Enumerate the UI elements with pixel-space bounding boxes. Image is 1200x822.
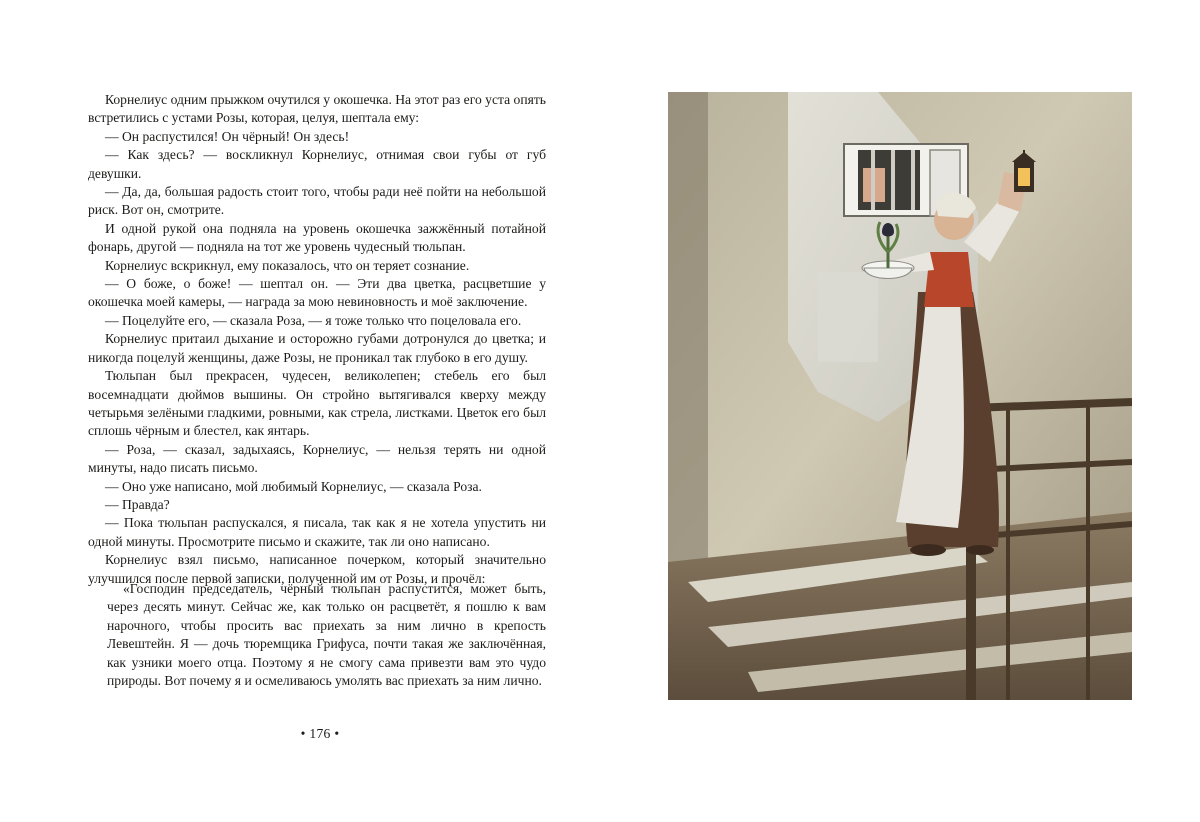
paragraph: — Роза, — сказал, задыхаясь, Корнелиус, — нельзя терять ни одной минуты, надо писать письмо. [88, 441, 546, 476]
page-number: • 176 • [300, 726, 340, 741]
paragraph: Корнелиус притаил дыхание и осторожно губами дотронулся до цветка; и никогда поцелуй женщины, даже Розы, не проникал так глубоко в его душу. [88, 331, 546, 365]
wall-niche [818, 272, 878, 362]
paragraph: Корнелиус одним прыжком очутился у окошечка. На этот раз его уста опять встретились с устами Розы, которая, целуя, шептала ему: [88, 92, 546, 126]
paragraph: Корнелиус вскрикнул, ему показалось, что он теряет сознание. [105, 257, 470, 273]
paragraph: — Как здесь? — воскликнул Корнелиус, отнимая свои губы от губ девушки. [88, 147, 546, 181]
watercolor-illustration [668, 92, 1132, 700]
paragraph: Корнелиус взял письмо, написанное почерком, который значительно улучшился после первой записки, полученной им от Розы, и прочёл: [88, 552, 546, 586]
paragraph: Тюльпан был прекрасен, чудесен, великолепен; стебель его был восемнадцати дюймов вышины. Он стройно вытягивался кверху между четырьмя зелёными гладкими, ровными, как стрела, листками. Цветок его был сплошь чёрным и блестел, как янтарь. [88, 368, 546, 439]
letter-text: «Господин председатель, чёрный тюльпан распустится, может быть, через десять минут. Сейчас же, как только он расцветёт, я пошлю к вам нарочного, чтобы просить вас приехать за ним лично в крепость Левештейн. Я — дочь тюремщика Грифуса, почти такая же заключённая, как узники моего отца. Поэтому я не смогу сама привезти вам это чудо природы. Вот почему я и осмеливаюсь умолять вас приехать за ним лично. [107, 581, 546, 689]
paragraph: И одной рукой она подняла на уровень окошечка зажжённый потайной фонарь, другой — подняла на тот же уровень чудесный тюльпан. [88, 220, 546, 255]
paragraph: — Он распустился! Он чёрный! Он здесь! [105, 128, 350, 144]
paragraph: — Да, да, большая радость стоит того, чтобы ради неё пойти на небольшой риск. Вот он, смотрите. [88, 184, 546, 218]
body-text [88, 91, 546, 588]
right-page [600, 0, 1200, 822]
paragraph: — Оно уже написано, мой любимый Корнелиус, — сказала Роза. [105, 478, 482, 494]
paragraph: — Поцелуйте его, — сказала Роза, — я тоже только что поцеловала его. [105, 312, 522, 328]
quoted-letter [107, 580, 546, 690]
paragraph: — Пока тюльпан распускался, я писала, так как я не хотела упустить ни одной минуты. Просмотрите письмо и скажите, так ли оно написано. [88, 515, 546, 549]
paragraph: — О боже, о боже! — шептал он. — Эти два цветка, расцветшие у окошечка моей камеры, — награда за мою невиновность и моё заключение. [88, 276, 546, 310]
paragraph: — Правда? [105, 496, 170, 512]
